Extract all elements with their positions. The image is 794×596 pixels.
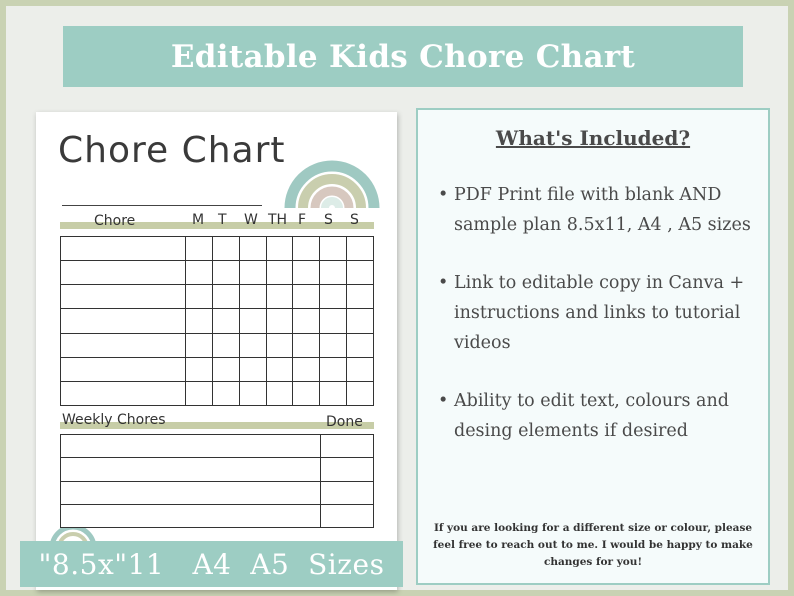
day-cell xyxy=(347,261,374,285)
done-cell xyxy=(321,435,374,458)
list-item xyxy=(436,386,756,446)
chore-cell xyxy=(61,381,186,405)
day-cell xyxy=(293,285,320,309)
day-cell xyxy=(320,285,347,309)
chore-cell xyxy=(61,357,186,381)
weekly-chore-cell xyxy=(61,458,321,481)
day-cell xyxy=(266,381,293,405)
bullet-dot-icon: • xyxy=(438,185,449,205)
day-cell xyxy=(347,285,374,309)
sheet-title: Chore Chart xyxy=(58,130,286,171)
day-cell xyxy=(320,261,347,285)
day-cell xyxy=(186,333,213,357)
table-row xyxy=(61,309,374,333)
day-cell xyxy=(293,309,320,333)
day-header: F xyxy=(298,212,307,228)
table-row xyxy=(61,504,374,527)
day-cell xyxy=(186,309,213,333)
day-cell xyxy=(212,261,239,285)
day-cell xyxy=(239,333,266,357)
day-cell xyxy=(293,261,320,285)
day-cell xyxy=(212,333,239,357)
bullet-text: PDF Print file with blank AND sample plan 8.5x11, A4 , A5 sizes xyxy=(454,185,751,235)
bullet-dot-icon: • xyxy=(438,273,449,293)
day-header: S xyxy=(350,212,359,228)
chore-cell xyxy=(61,309,186,333)
done-cell xyxy=(321,481,374,504)
table-row xyxy=(61,481,374,504)
day-header: TH xyxy=(268,212,288,228)
day-cell xyxy=(239,381,266,405)
day-cell xyxy=(320,381,347,405)
done-cell xyxy=(321,458,374,481)
rainbow-icon xyxy=(282,128,382,208)
weekly-chore-cell xyxy=(61,504,321,527)
day-cell xyxy=(293,357,320,381)
title-banner xyxy=(63,26,743,87)
day-cell xyxy=(212,237,239,261)
day-cell xyxy=(320,357,347,381)
done-cell xyxy=(321,504,374,527)
day-cell xyxy=(212,309,239,333)
contact-note: If you are looking for a different size or colour, please feel free to reach out to me. I would be happy to make changes for you! xyxy=(433,522,753,568)
table-row xyxy=(61,435,374,458)
day-cell xyxy=(266,357,293,381)
day-cell xyxy=(293,381,320,405)
day-cell xyxy=(347,357,374,381)
day-cell xyxy=(239,237,266,261)
bullet-dot-icon: • xyxy=(438,391,449,411)
day-cell xyxy=(239,309,266,333)
bullet-text: Ability to edit text, colours and desing elements if desired xyxy=(454,391,729,441)
chore-cell xyxy=(61,285,186,309)
day-cell xyxy=(186,237,213,261)
table-row xyxy=(61,458,374,481)
day-cell xyxy=(212,357,239,381)
sizes-text: "8.5x"11 A4 A5 Sizes xyxy=(38,547,385,581)
day-cell xyxy=(186,357,213,381)
day-header: M xyxy=(192,212,205,228)
bullet-text: Link to editable copy in Canva + instructions and links to tutorial videos xyxy=(454,273,745,353)
chore-header: Chore xyxy=(94,213,136,229)
day-cell xyxy=(320,333,347,357)
chore-chart-sheet xyxy=(36,112,397,590)
day-cell xyxy=(186,261,213,285)
day-cell xyxy=(320,237,347,261)
day-cell xyxy=(347,237,374,261)
day-cell xyxy=(212,381,239,405)
name-line xyxy=(62,205,262,206)
day-cell xyxy=(266,309,293,333)
day-cell xyxy=(239,285,266,309)
sizes-banner xyxy=(20,541,403,587)
table-row xyxy=(61,237,374,261)
day-cell xyxy=(212,285,239,309)
day-cell xyxy=(293,237,320,261)
chore-cell xyxy=(61,237,186,261)
weekly-chore-cell xyxy=(61,435,321,458)
daily-chore-grid xyxy=(60,236,374,406)
day-cell xyxy=(266,237,293,261)
whats-included-title: What's Included? xyxy=(495,126,691,150)
table-row xyxy=(61,261,374,285)
day-header: T xyxy=(218,212,227,228)
day-cell xyxy=(293,333,320,357)
day-cell xyxy=(266,285,293,309)
weekly-chore-cell xyxy=(61,481,321,504)
day-cell xyxy=(320,309,347,333)
day-cell xyxy=(266,333,293,357)
chore-cell xyxy=(61,261,186,285)
included-list xyxy=(436,180,756,474)
table-row xyxy=(61,333,374,357)
day-header: S xyxy=(324,212,333,228)
page-title: Editable Kids Chore Chart xyxy=(170,38,636,75)
day-cell xyxy=(266,261,293,285)
day-cell xyxy=(239,261,266,285)
whats-included-panel xyxy=(416,108,770,585)
chore-cell xyxy=(61,333,186,357)
done-header: Done xyxy=(326,414,363,430)
day-cell xyxy=(347,333,374,357)
day-cell xyxy=(239,357,266,381)
day-header: W xyxy=(244,212,258,228)
day-cell xyxy=(347,309,374,333)
day-cell xyxy=(347,381,374,405)
list-item xyxy=(436,268,756,358)
table-row xyxy=(61,285,374,309)
day-cell xyxy=(186,285,213,309)
day-cell xyxy=(186,381,213,405)
list-item xyxy=(436,180,756,240)
table-row xyxy=(61,381,374,405)
weekly-chore-grid xyxy=(60,434,374,528)
table-row xyxy=(61,357,374,381)
weekly-chores-header: Weekly Chores xyxy=(62,412,166,428)
